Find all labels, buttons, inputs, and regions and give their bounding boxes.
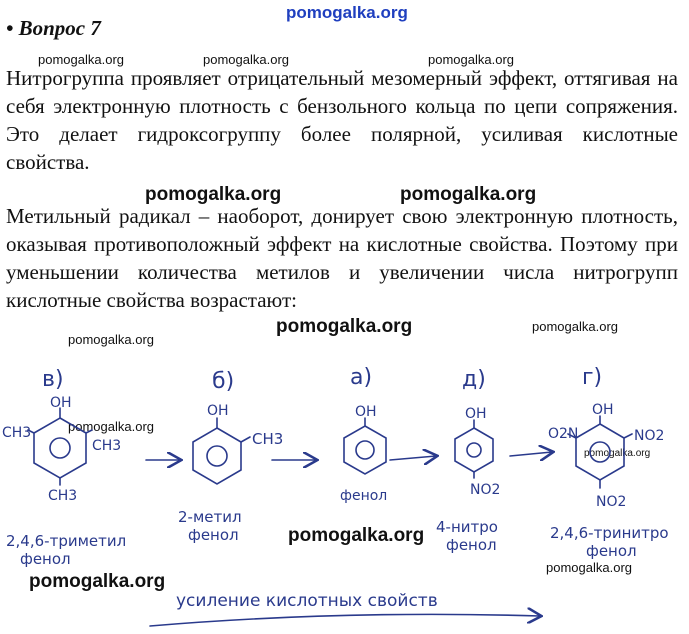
substituent-no2: NO2 <box>634 428 665 444</box>
substituent-oh: OH <box>50 395 72 411</box>
substituent-ch3: CH3 <box>48 488 78 504</box>
watermark: pomogalka.org <box>29 571 166 592</box>
ring-circle <box>590 442 610 462</box>
benzene-ring <box>34 418 86 478</box>
compound-phenol <box>340 365 387 504</box>
substituent-o2n: O2N <box>548 426 579 442</box>
watermark: pomogalka.org <box>276 316 413 337</box>
substituent-ch3: CH3 <box>252 430 284 448</box>
watermark: pomogalka.org <box>68 419 154 434</box>
compound-letter: г) <box>582 365 603 390</box>
acidity-scheme <box>0 350 689 634</box>
compound-letter: д) <box>462 367 486 392</box>
paragraph-nitro: Нитрогруппа проявляет отрицательный мезомерный эффект, оттягивая на себя электронную плотность с бензольного кольца по цепи сопряжения. Это делает гидроксогруппу более полярной, усиливая кислотные свойства. <box>6 66 678 174</box>
watermark: pomogalka.org <box>203 52 289 67</box>
watermark: pomogalka.org <box>546 560 632 575</box>
benzene-ring <box>193 428 241 484</box>
compound-trinitrophenol <box>548 365 669 560</box>
substituent-oh: OH <box>355 404 377 420</box>
watermark: pomogalka.org <box>532 319 618 334</box>
compound-name: фенол <box>586 542 637 560</box>
watermark: pomogalka.org <box>288 525 425 546</box>
substituent-oh: OH <box>592 402 614 418</box>
benzene-ring <box>344 426 386 474</box>
watermark: pomogalka.org <box>38 52 124 67</box>
compound-methylphenol <box>178 369 283 544</box>
substituent-ch3: CH3 <box>92 438 122 454</box>
substituent-ch3: CH3 <box>2 425 32 441</box>
benzene-ring <box>455 428 493 472</box>
ring-circle <box>50 438 70 458</box>
benzene-ring <box>576 424 624 480</box>
ring-circle <box>356 441 374 459</box>
compound-letter: б) <box>212 369 235 394</box>
compound-name: 4-нитро <box>436 518 498 536</box>
paragraph-methyl: Метильный радикал – наоборот, донирует свою электронную плотность, оказывая противоположный эффект на кислотные свойства. Поэтому при уменьшении количества метилов и увеличении числа нитрогрупп кислотные свойства возрастают: <box>6 204 678 312</box>
substituent-oh: OH <box>465 406 487 422</box>
watermark-top: pomogalka.org <box>286 3 408 22</box>
compound-name: фенол <box>446 536 497 554</box>
watermark: pomogalka.org <box>145 184 282 205</box>
substituent-no2: NO2 <box>470 482 501 498</box>
watermark: pomogalka.org <box>400 184 537 205</box>
watermark: pomogalka.org <box>428 52 514 67</box>
watermark: pomogalka.org <box>68 332 154 347</box>
compound-name: фенол <box>188 526 239 544</box>
arrow <box>390 456 436 460</box>
substituent-no2: NO2 <box>596 494 627 510</box>
ring-circle <box>207 446 227 466</box>
substituent-oh: OH <box>207 403 229 419</box>
trend-arrow <box>150 614 540 626</box>
compound-name: фенол <box>340 488 388 504</box>
arrow <box>510 452 552 456</box>
compound-letter: а) <box>350 365 373 390</box>
trend-label: усиление кислотных свойств <box>176 591 438 611</box>
question-heading: • Вопрос 7 <box>6 16 101 40</box>
watermark: pomogalka.org <box>584 448 651 459</box>
compound-name: 2,4,6-тринитро <box>550 524 669 542</box>
compound-letter: в) <box>42 367 64 392</box>
ring-circle <box>467 443 481 457</box>
compound-name: 2-метил <box>178 508 242 526</box>
compound-name: фенол <box>20 550 71 568</box>
compound-name: 2,4,6-триметил <box>6 532 127 550</box>
compound-nitrophenol <box>436 367 500 554</box>
compound-trimethylphenol <box>2 367 126 568</box>
